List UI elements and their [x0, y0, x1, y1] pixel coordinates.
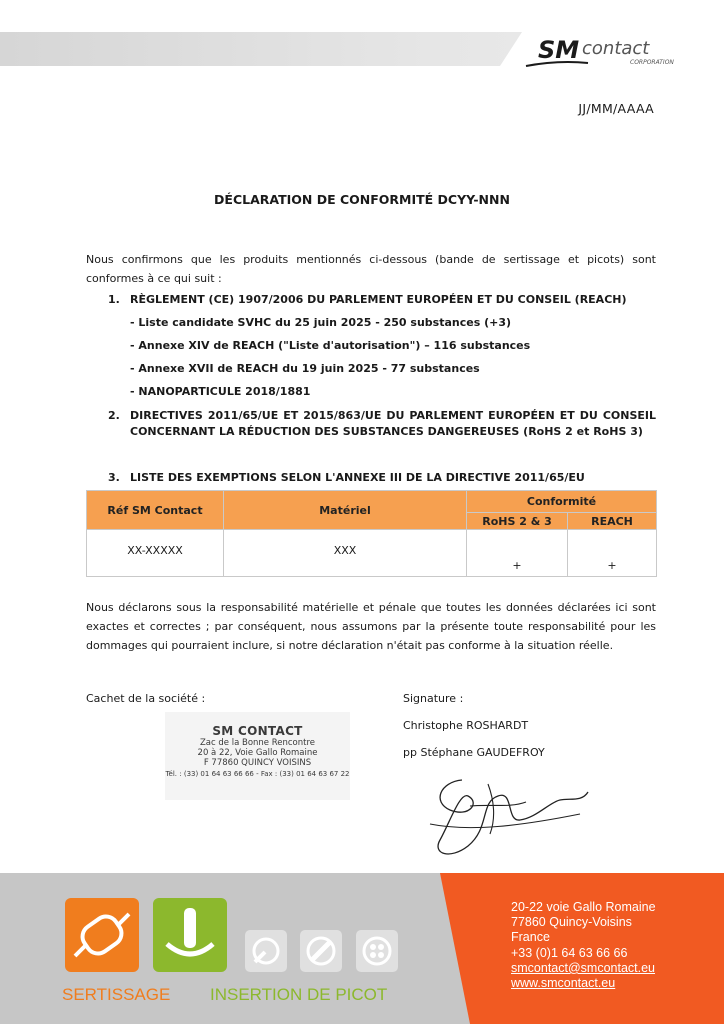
item-number: 3.	[108, 471, 120, 484]
document-title: DÉCLARATION DE CONFORMITÉ DCYY-NNN	[214, 192, 510, 207]
sm-contact-logo	[518, 30, 683, 72]
cell-material: XXX	[224, 530, 467, 577]
numbered-item-exemptions	[108, 470, 656, 486]
wire-bundle-icon	[356, 930, 398, 972]
logo-sub: CORPORATION	[630, 59, 674, 66]
email-link[interactable]: smcontact@smcontact.eu	[511, 960, 655, 975]
stamp-line: F 77860 QUINCY VOISINS	[203, 758, 312, 768]
table-row	[87, 530, 657, 577]
subitem-nanoparticle: - NANOPARTICULE 2018/1881	[130, 385, 311, 398]
header-conformity: Conformité	[467, 491, 657, 513]
website-link[interactable]: www.smcontact.eu	[511, 976, 616, 991]
declaration-paragraph: Nous déclarons sous la responsabilité matérielle et pénale que toutes les données déclarées ici sont exactes et correctes ; par conséquent, nous assumons par la présente toute responsabilité pour les dommages qui pourraient inclure, si notre déclaration n'était pas conforme à la situation réelle.	[86, 601, 656, 652]
cell-rohs: +	[467, 530, 568, 577]
subitem-annex-xvii: - Annexe XVII de REACH du 19 juin 2025 - 77 substances	[130, 362, 480, 375]
stamp-line: 20 à 22, Voie Gallo Romaine	[197, 748, 318, 758]
handwritten-signature	[410, 762, 600, 862]
subitem-svhc: - Liste candidate SVHC du 25 juin 2025 - 250 substances (+3)	[130, 316, 512, 329]
pin-insertion-icon	[153, 898, 227, 972]
address-phone: +33 (0)1 64 63 66 66	[511, 945, 628, 960]
header-reach: REACH	[568, 513, 657, 530]
subitem-annex-xiv: - Annexe XIV de REACH ("Liste d'autorisation") – 116 substances	[130, 339, 531, 352]
numbered-item-reach	[108, 292, 656, 308]
conformity-table	[86, 490, 657, 577]
signature-label: Signature :	[403, 692, 464, 705]
crimping-label: SERTISSAGE	[62, 985, 171, 1004]
logo-word: contact	[582, 38, 650, 59]
item-text: DIRECTIVES 2011/65/UE ET 2015/863/UE DU PARLEMENT EUROPÉEN ET DU CONSEIL CONCERNANT LA RÉDUCTION DES SUBSTANCES DANGEREUSES (RoHS 2 et RoHS 3)	[130, 409, 656, 438]
probe-icon	[245, 930, 287, 972]
crimping-icon	[65, 898, 139, 972]
item-text: RÈGLEMENT (CE) 1907/2006 DU PARLEMENT EUROPÉEN ET DU CONSEIL (REACH)	[130, 293, 627, 306]
address-street: 20-22 voie Gallo Romaine	[511, 900, 656, 914]
address-city: 77860 Quincy-Voisins	[511, 915, 632, 930]
signer-name: Christophe ROSHARDT	[403, 719, 529, 732]
item-number: 1.	[108, 293, 120, 306]
stamp-line: Tél. : (33) 01 64 63 66 66 - Fax : (33) 01 64 63 67 22	[165, 770, 350, 778]
address-country: France	[511, 930, 550, 945]
company-stamp	[165, 712, 350, 800]
cable-icon	[300, 930, 342, 972]
signer-proxy: pp Stéphane GAUDEFROY	[403, 746, 545, 759]
stamp-line: Zac de la Bonne Rencontre	[199, 738, 315, 748]
logo-brand: SM	[538, 36, 580, 64]
cell-ref: XX-XXXXX	[87, 530, 224, 577]
header-ref: Réf SM Contact	[87, 491, 224, 530]
pin-insertion-label: INSERTION DE PICOT	[210, 985, 388, 1004]
numbered-item-rohs	[108, 408, 656, 440]
date-field: JJ/MM/AAAA	[578, 101, 654, 116]
company-address	[511, 900, 656, 991]
intro-paragraph: Nous confirmons que les produits mentionnés ci-dessous (bande de sertissage et picots) sont conformes à ce qui suit :	[86, 253, 656, 285]
header-rohs: RoHS 2 & 3	[467, 513, 568, 530]
item-text: LISTE DES EXEMPTIONS SELON L'ANNEXE III DE LA DIRECTIVE 2011/65/EU	[130, 471, 585, 484]
item-number: 2.	[108, 409, 120, 422]
stamp-name: SM CONTACT	[212, 724, 303, 738]
cell-reach: +	[568, 530, 657, 577]
cachet-label: Cachet de la société :	[86, 692, 206, 705]
header-material: Matériel	[224, 491, 467, 530]
